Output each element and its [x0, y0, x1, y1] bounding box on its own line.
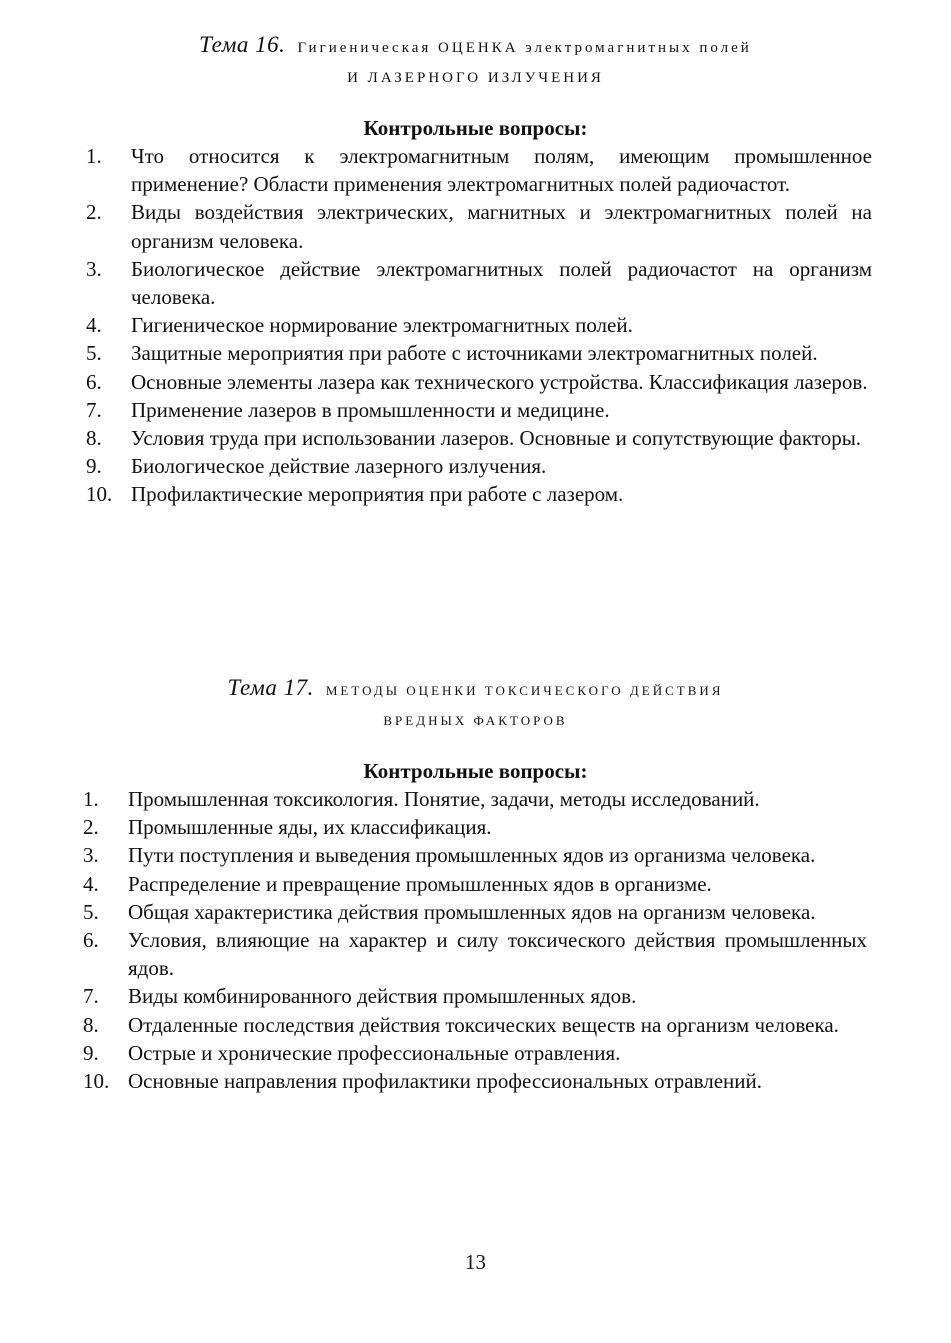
topic-17-question-list: [83, 785, 867, 1095]
question-text: Острые и хронические профессиональные отравления.: [128, 1040, 621, 1065]
page-number: 13: [465, 1250, 486, 1274]
question-item: [83, 870, 867, 898]
topic-17-title-line2: [0, 706, 951, 736]
topic-17-questions-heading: Контрольные вопросы:: [363, 759, 588, 783]
question-item: [86, 452, 872, 480]
question-number: 4.: [86, 313, 102, 338]
question-item: [83, 926, 867, 982]
question-number: 8.: [86, 426, 102, 451]
topic-17-title-text: МЕТОДЫ ОЦЕНКИ ТОКСИЧЕСКОГО ДЕЙСТВИЯ: [325, 683, 724, 698]
question-item: [83, 1067, 867, 1095]
question-number: 2.: [83, 815, 99, 840]
question-text: Виды комбинированного действия промышленных ядов.: [128, 984, 637, 1009]
topic-16-title-text-2: И ЛАЗЕРНОГО ИЗЛУЧЕНИЯ: [347, 70, 604, 86]
question-item: [86, 368, 872, 396]
question-number: 4.: [83, 871, 99, 896]
question-text: Что относится к электромагнитным полям, имеющим промышленное применение? Области применения электромагнитных полей радиочастот.: [131, 144, 872, 197]
question-number: 9.: [83, 1040, 99, 1065]
question-item: [86, 424, 872, 452]
question-item: [86, 255, 872, 311]
question-text: Основные элементы лазера как технического устройства. Классификация лазеров.: [131, 369, 868, 394]
question-item: [86, 480, 872, 508]
question-item: [83, 813, 867, 841]
topic-16-title-line1: [0, 30, 951, 63]
question-item: [86, 142, 872, 198]
question-number: 6.: [86, 369, 102, 394]
question-text: Пути поступления и выведения промышленных ядов из организма человека.: [128, 843, 816, 868]
question-text: Биологическое действие электромагнитных полей радиочастот на организм человека.: [131, 256, 872, 310]
question-number: 10.: [86, 482, 113, 507]
question-text: Защитные мероприятия при работе с источниками электромагнитных полей.: [131, 341, 818, 366]
question-number: 8.: [83, 1012, 99, 1037]
topic-17-label: Тема 17.: [227, 675, 314, 700]
question-text: Условия, влияющие на характер и силу токсического действия промышленных ядов.: [128, 928, 867, 981]
question-number: 2.: [86, 200, 102, 225]
question-text: Отдаленные последствия действия токсических веществ на организм человека.: [128, 1012, 839, 1037]
question-text: Биологическое действие лазерного излучения.: [131, 454, 547, 479]
question-text: Применение лазеров в промышленности и медицине.: [131, 397, 610, 422]
question-item: [86, 311, 872, 339]
question-text: Промышленная токсикология. Понятие, задачи, методы исследований.: [128, 787, 760, 811]
question-item: [86, 396, 872, 424]
topic-16-title-text: Гигиеническая ОЦЕНКА электромагнитных полей: [297, 40, 752, 56]
question-item: [86, 339, 872, 367]
question-number: 7.: [86, 397, 102, 422]
question-number: 5.: [83, 899, 99, 924]
question-text: Виды воздействия электрических, магнитных и электромагнитных полей на организм человека.: [131, 200, 872, 253]
question-number: 9.: [86, 454, 102, 479]
question-number: 3.: [83, 843, 99, 868]
question-text: Промышленные яды, их классификация.: [128, 815, 492, 840]
topic-17-title-text-2: ВРЕДНЫХ ФАКТОРОВ: [383, 713, 568, 728]
question-item: [83, 1011, 867, 1039]
topic-16-title-line2: [0, 63, 951, 93]
topic-16-title: [0, 30, 951, 93]
topic-17-title-line1: [0, 673, 951, 706]
topic-16-label: Тема 16.: [199, 32, 286, 57]
topic-16-questions-heading: Контрольные вопросы:: [363, 116, 588, 140]
topic-17-title: [0, 673, 951, 736]
question-item: [83, 898, 867, 926]
topic-16-question-list: [86, 142, 872, 509]
question-item: [83, 1039, 867, 1067]
question-item: [86, 198, 872, 254]
question-number: 5.: [86, 341, 102, 366]
question-text: Профилактические мероприятия при работе с лазером.: [131, 482, 624, 507]
question-text: Основные направления профилактики профессиональных отравлений.: [128, 1069, 762, 1094]
question-number: 1.: [83, 787, 99, 811]
question-number: 3.: [86, 256, 102, 281]
question-item: [83, 982, 867, 1010]
question-number: 6.: [83, 928, 99, 953]
question-number: 10.: [83, 1069, 110, 1094]
question-text: Общая характеристика действия промышленных ядов на организм человека.: [128, 899, 816, 924]
question-text: Гигиеническое нормирование электромагнитных полей.: [131, 313, 633, 338]
question-text: Условия труда при использовании лазеров. Основные и сопутствующие факторы.: [131, 426, 862, 451]
question-number: 7.: [83, 984, 99, 1009]
question-text: Распределение и превращение промышленных ядов в организме.: [128, 871, 712, 896]
question-item: [83, 841, 867, 869]
question-number: 1.: [86, 144, 102, 168]
question-item: [83, 785, 867, 813]
